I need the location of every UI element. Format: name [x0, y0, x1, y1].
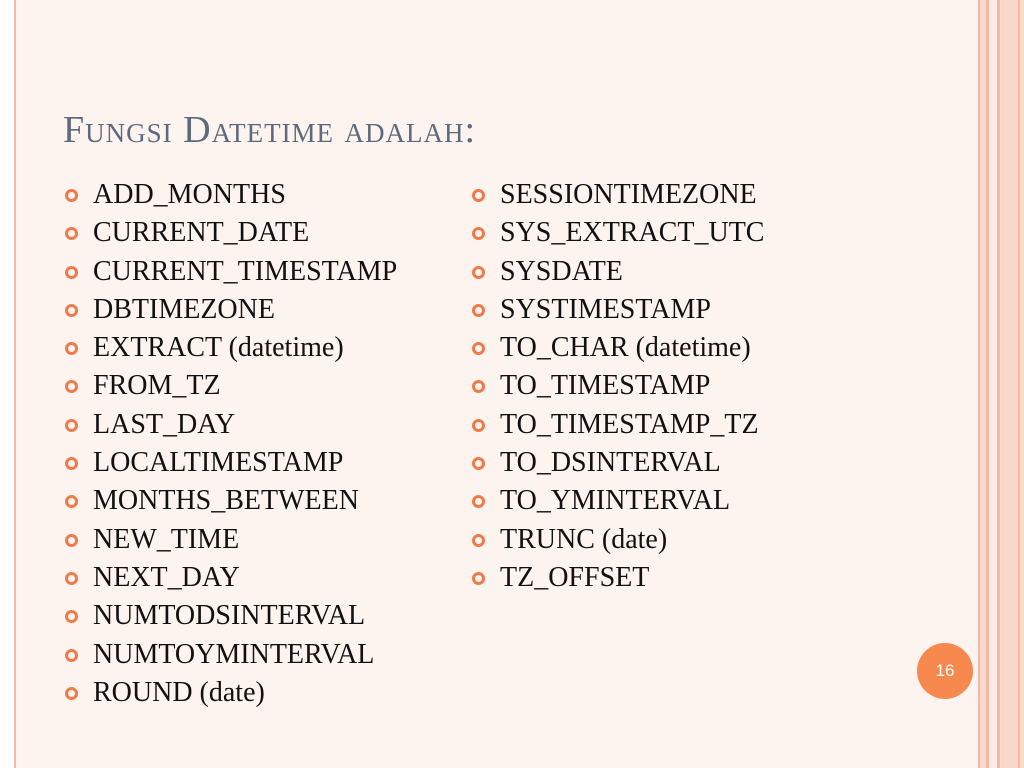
- decorative-band: [989, 0, 997, 768]
- list-item: [471, 214, 931, 252]
- list-item-label: TO_YMINTERVAL: [500, 485, 731, 517]
- list-item-label: DBTIMEZONE: [93, 293, 275, 325]
- left-function-list: [64, 176, 474, 712]
- list-item-label: TZ_OFFSET: [500, 561, 650, 593]
- list-item-label: SYS_EXTRACT_UTC: [500, 217, 765, 249]
- bullet-icon: [65, 189, 78, 202]
- bullet-icon: [65, 495, 78, 508]
- bullet-icon: [65, 419, 78, 432]
- bullet-icon: [65, 304, 78, 317]
- bullet-icon: [65, 534, 78, 547]
- bullet-icon: [65, 457, 78, 470]
- list-item-label: CURRENT_DATE: [93, 217, 310, 249]
- list-item: [471, 482, 931, 520]
- list-item: [64, 253, 474, 291]
- list-item: [64, 176, 474, 214]
- page-number-badge: 16: [917, 643, 973, 699]
- list-item-label: ADD_MONTHS: [93, 179, 286, 210]
- list-item: [64, 406, 474, 444]
- list-item-label: TO_TIMESTAMP_TZ: [500, 408, 759, 440]
- list-item-label: NUMTOYMINTERVAL: [93, 638, 375, 670]
- bullet-icon: [65, 227, 78, 240]
- bullet-icon: [472, 266, 485, 279]
- list-item-label: TO_TIMESTAMP: [500, 370, 711, 402]
- list-item-label: SYSDATE: [500, 255, 623, 287]
- bullet-icon: [472, 572, 485, 585]
- bullet-icon: [472, 457, 485, 470]
- list-item: [64, 444, 474, 482]
- bullet-icon: [472, 419, 485, 432]
- bullet-icon: [65, 266, 78, 279]
- bullet-icon: [65, 610, 78, 623]
- list-item: [471, 444, 931, 482]
- list-item: [471, 291, 931, 329]
- list-item-label: LAST_DAY: [93, 408, 236, 440]
- list-item: [64, 367, 474, 405]
- bullet-icon: [65, 649, 78, 662]
- list-item: [64, 597, 474, 635]
- list-item-label: CURRENT_TIMESTAMP: [93, 255, 398, 287]
- list-item-label: EXTRACT (datetime): [93, 332, 344, 364]
- bullet-icon: [65, 380, 78, 393]
- bullet-icon: [65, 572, 78, 585]
- list-item: [471, 176, 931, 214]
- list-item: [64, 674, 474, 712]
- list-item: [64, 559, 474, 597]
- list-item-label: NEW_TIME: [93, 523, 240, 555]
- list-item-label: MONTHS_BETWEEN: [93, 485, 359, 517]
- bullet-icon: [472, 189, 485, 202]
- bullet-icon: [472, 534, 485, 547]
- list-item-label: ROUND (date): [93, 676, 265, 708]
- list-item: [64, 636, 474, 674]
- list-item-label: TO_CHAR (datetime): [500, 332, 751, 364]
- list-item: [471, 406, 931, 444]
- bullet-icon: [472, 342, 485, 355]
- list-item: [64, 291, 474, 329]
- list-item-label: TO_DSINTERVAL: [500, 447, 721, 479]
- list-item-label: NUMTODSINTERVAL: [93, 600, 366, 632]
- list-item: [471, 329, 931, 367]
- list-item: [471, 559, 931, 597]
- list-item-label: SESSIONTIMEZONE: [500, 179, 757, 210]
- list-item: [64, 214, 474, 252]
- bullet-icon: [65, 342, 78, 355]
- list-item: [471, 521, 931, 559]
- list-item-label: TRUNC (date): [500, 523, 668, 555]
- list-item: [471, 253, 931, 291]
- list-item-label: FROM_TZ: [93, 370, 221, 402]
- list-item-label: SYSTIMESTAMP: [500, 293, 711, 325]
- list-item: [64, 329, 474, 367]
- bullet-icon: [472, 227, 485, 240]
- list-item-label: NEXT_DAY: [93, 561, 240, 593]
- decorative-band: [1018, 0, 1020, 768]
- right-function-list: [471, 176, 931, 597]
- decorative-band: [1000, 0, 1024, 768]
- bullet-icon: [472, 380, 485, 393]
- list-item: [471, 367, 931, 405]
- bullet-icon: [472, 495, 485, 508]
- list-item: [64, 521, 474, 559]
- bullet-icon: [65, 687, 78, 700]
- list-item: [64, 482, 474, 520]
- list-item-label: LOCALTIMESTAMP: [93, 447, 344, 479]
- bullet-icon: [472, 304, 485, 317]
- slide-title: Fungsi Datetime adalah:: [63, 109, 477, 151]
